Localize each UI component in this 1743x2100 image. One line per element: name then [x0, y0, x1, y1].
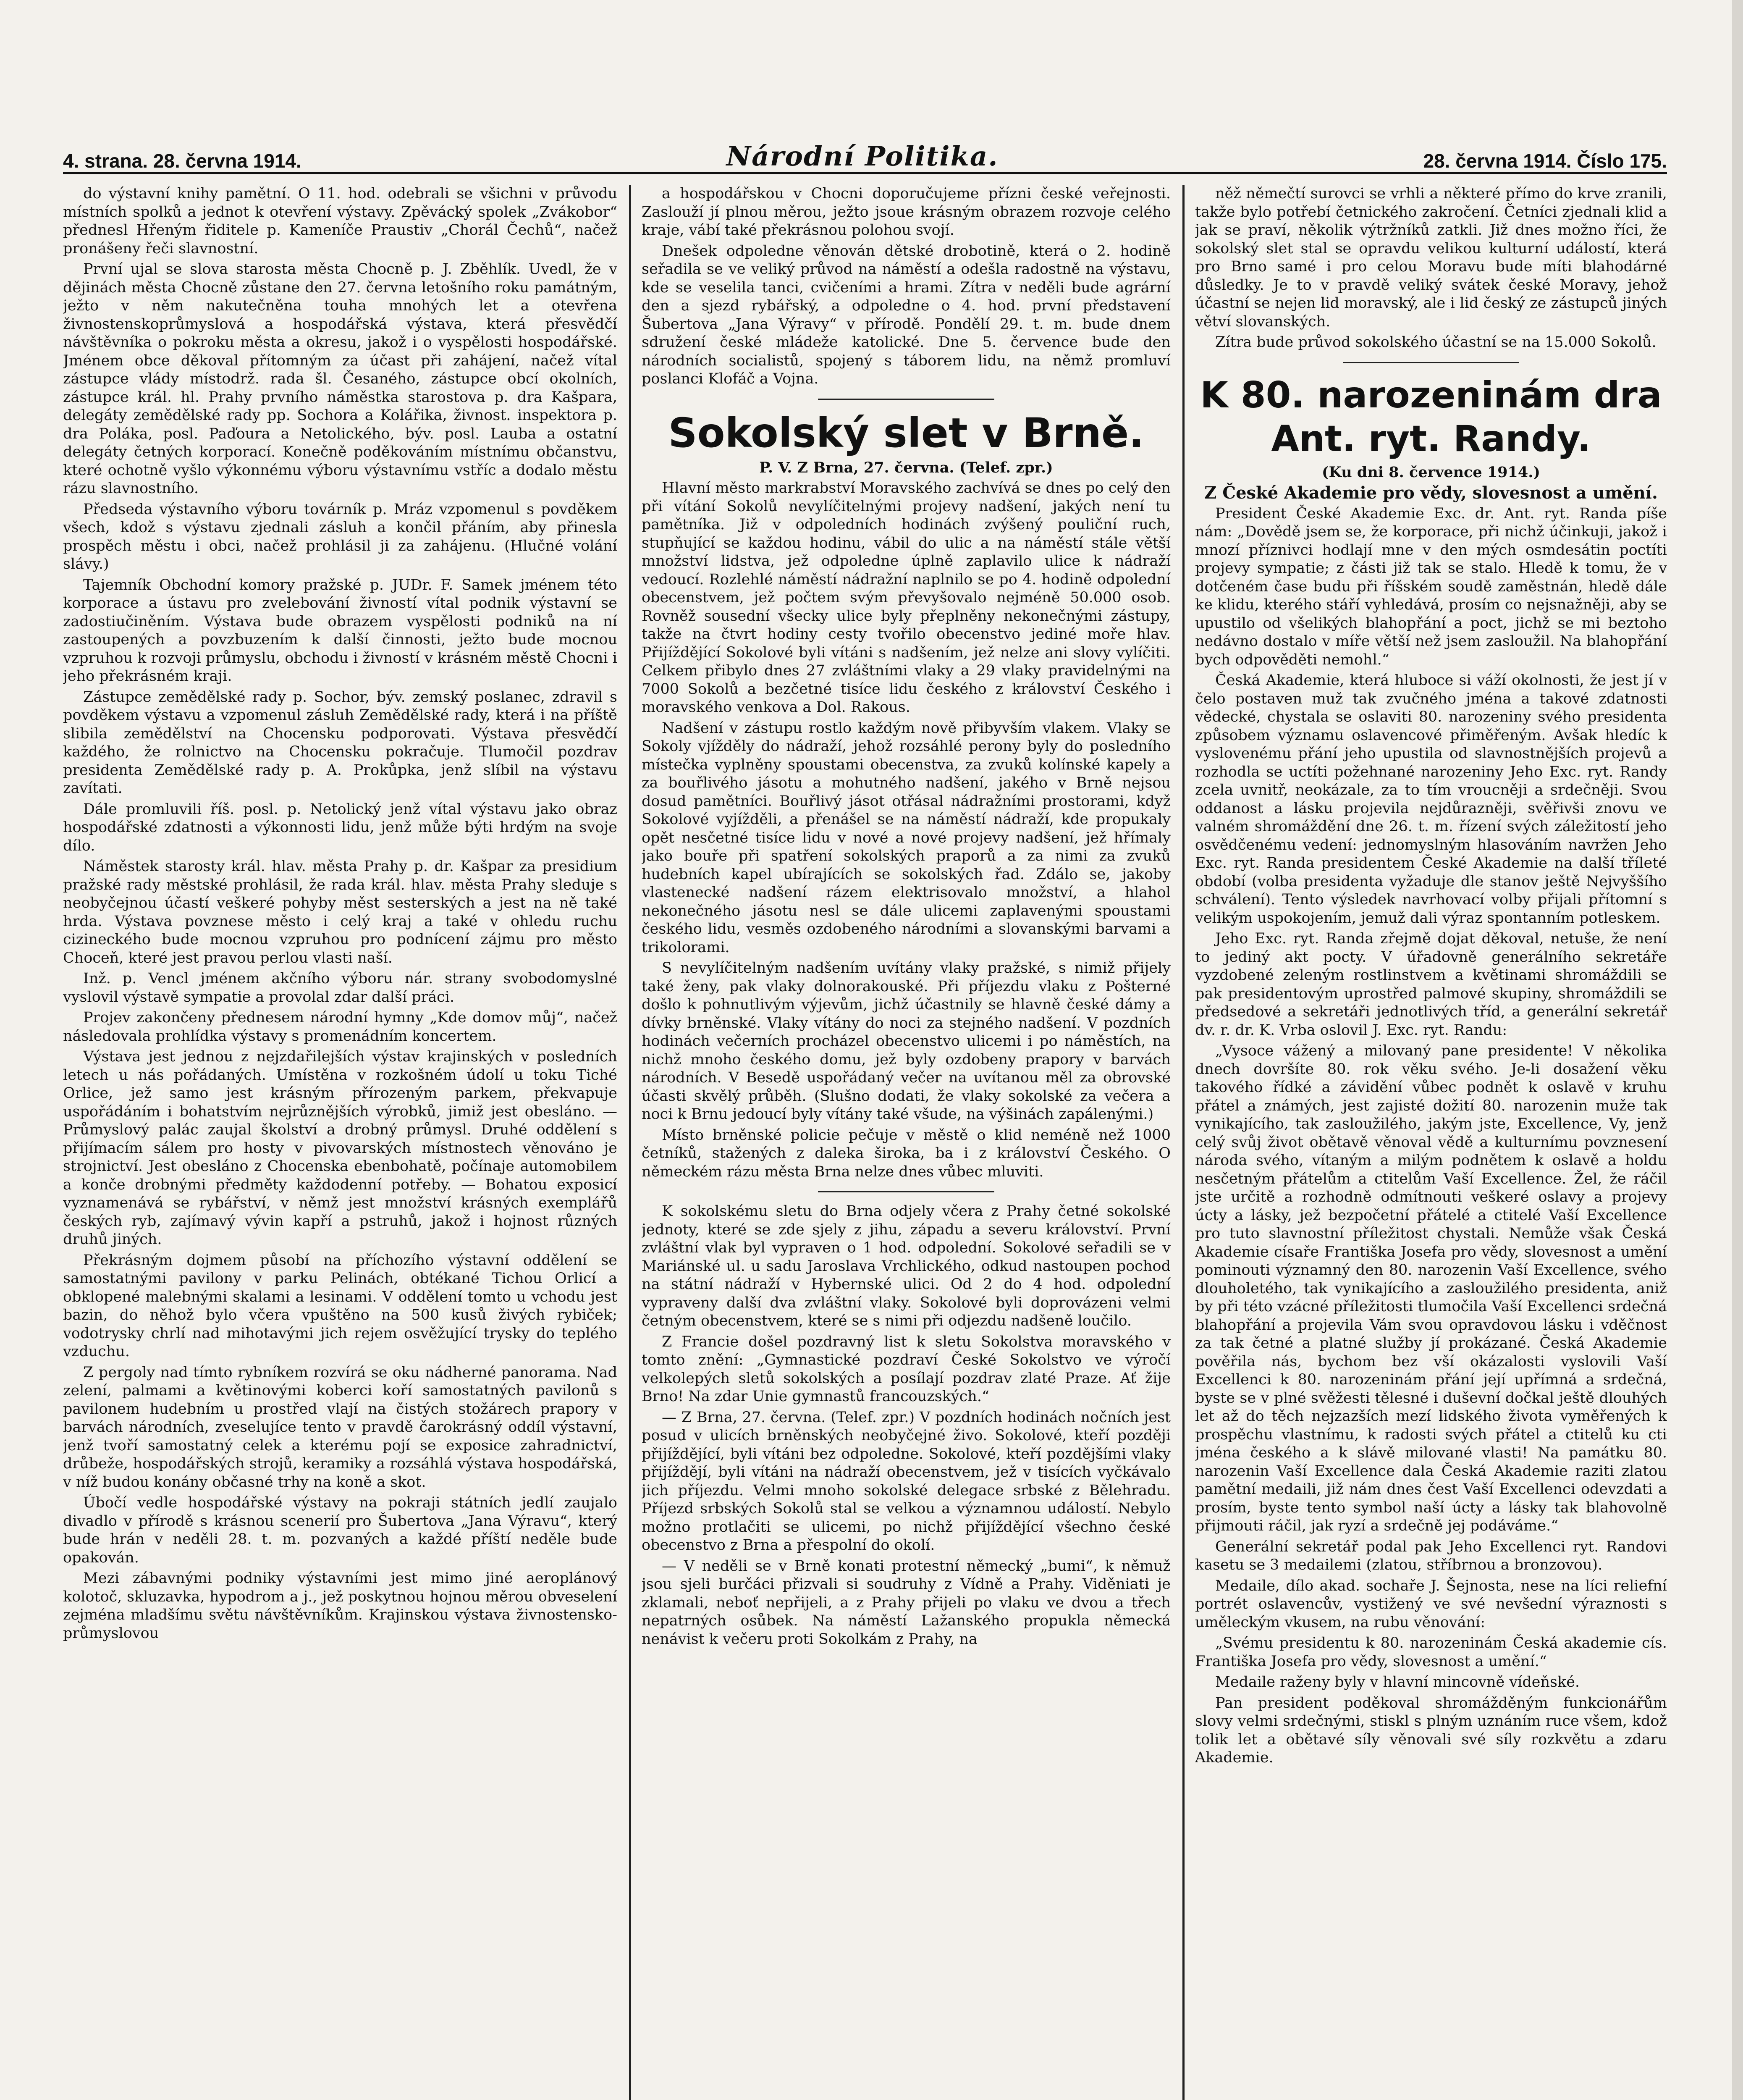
newspaper-page [63, 126, 1667, 2100]
paragraph: do výstavní knihy pamětní. O 11. hod. odebrali se všichni v průvodu místních spolků a jednot k otevření výstavy. Zpěvácký spolek „Zvákobor“ přednesl Hřeným řiditele p. Kameníče Praustiv „Chorál Čechů“, načež pronášeny řeči slavnostní. [63, 185, 617, 257]
header-right: 28. června 1914. Číslo 175. [1423, 150, 1667, 172]
paragraph: Z Francie došel pozdravný list k sletu Sokolstva moravského v tomto znění: „Gymnastické pozdraví České Sokolstvo ve výročí velkolepých sletů sokolských a posílají pozdrav zlaté Praze. Ať žije Brno! Na zdar Unie gymnastů francouzských.“ [642, 1333, 1171, 1405]
paragraph: Generální sekretář podal pak Jeho Excellenci ryt. Randovi kasetu se 3 medailemi (zlatou, stříbrnou a bronzovou). [1195, 1538, 1667, 1573]
column-1 [63, 185, 617, 2100]
paragraph: K sokolskému sletu do Brna odjely včera z Prahy četné sokolské jednoty, které se zde sjely z jihu, západu a severu království. První zvláštní vlak byl vypraven o 1 hod. odpolední. Sokolové seřadili se v Mariánské ul. u sadu Jaroslava Vrchlického, odkud nastoupen pochod na státní nádraží v Hybernské ulici. Od 2 do 4 hod. odpolední vypraveny další dva zvláštní vlaky. Sokolové byli doprovázeni velmi četným obecenstvem, které se s nimi při odjezdu nadšeně loučilo. [642, 1203, 1171, 1329]
paragraph: „Svému presidentu k 80. narozeninám Česká akademie cís. Františka Josefa pro vědy, slovesnost a umění.“ [1195, 1635, 1667, 1670]
paragraph: Úbočí vedle hospodářské výstavy na pokraji státních jedlí zaujalo divadlo v přírodě s krásnou scenerií pro Šubertova „Jana Výravu“, který bude hrán v neděli 28. t. m. pozvaných a každé příští neděle bude opakován. [63, 1494, 617, 1566]
paragraph: Místo brněnské policie pečuje v městě o klid neméně než 1000 četníků, stažených z daleka široka, ba i z království Českého. O německém rázu města Brna nelze dnes vůbec mluviti. [642, 1126, 1171, 1180]
paragraph: „Vysoce vážený a milovaný pane presidente! V několika dnech dovršíte 80. rok věku svého. Je-li dosažení věku takového řídké a závidění vůbec podnět k oslavě v kruhu přátel a známých, jest zajisté dožití 80. narozenin muže tak vynikajícího, tak zasloužilého, jakým jste, Excellence, Vy, jenž celý svůj život obětavě věnoval vědě a kulturnímu povznesení národa svého, vítaným a milým podnětem k oslavě a holdu nesčetným přátelům a ctitelům Vaší Excellence. Žel, že ráčil jste určitě a rozhodně odmítnouti veškeré oslavy a projevy úcty a lásky, jež bezpočetní přátelé a ctitelé Vaší Excellence pro tuto slavnostní příležitost chystali. Nemůže však Česká Akademie císaře Františka Josefa pro vědy, slovesnost a umění pominouti významný den 80. narozenin Vaší Excellence, svého dlouholetého, tak vynikajícího a zasloužilého presidenta, aniž by při této vzácné příležitosti tlumočila Vaší Excellenci srdečná blahopřání a projevila Vám svou opravdovou lásku i vděčnost za tak četné a platné služby jí prokázané. Česká Akademie pověřila nás, bychom bez vší okázalosti vyslovili Vaší Excellenci k 80. narozeninám přání její upřímná a srdečná, byste se v plné svěžesti tělesné i duševní dočkal ještě dlouhých let až do těch nejzazších mezí lidského života vyměřených k prospěchu vlastnímu, k radosti svých přátel a ctitelů ku cti jména českého a k slávě milované vlasti! Na památku 80. narozenin Vaší Excellence dala Česká Akademie raziti zlatou pamětní medaili, již nám dnes čest Vaší Excellenci odevzdati a prosím, byste tento symbol naší úcty a lásky tak blahovolně přijmouti ráčil, jak ryzí a srdečně jej podáváme.“ [1195, 1042, 1667, 1534]
column-2 [642, 185, 1171, 2100]
divider [1343, 362, 1519, 363]
masthead: Národní Politika. [726, 141, 999, 172]
paragraph: Předseda výstavního výboru továrník p. Mráz vzpomenul s povděkem všech, kdož s výstavu zjednali zásluh a končil přáním, aby přinesla prospěch městu i obci, načež prohlásil ji za zahájenu. (Hlučné volání slávy.) [63, 501, 617, 572]
divider [818, 1191, 994, 1192]
paragraph: Medaile raženy byly v hlavní mincovně vídeňské. [1215, 1674, 1580, 1690]
paragraph: Překrásným dojmem působí na příchozího výstavní oddělení se samostatnými pavilony v parku Pelinách, obtékané Tichou Orlicí a obklopené malebnými skalami a lesinami. V oddělení tomto u vchodu jest bazin, do něhož bylo včera vpuštěno na 500 kusů živých rybiček; vodotrysky chrlí nad mihotavými jich rejem osvěžující trysky do teplého vzduchu. [63, 1252, 617, 1360]
paragraph: S nevylíčitelným nadšením uvítány vlaky pražské, s nimiž přijely také ženy, pak vlaky dolnorakouské. Při příjezdu vlaku z Pošterné došlo k pohnutlivým výjevům, jichž účastnily se hlavně české dámy a dívky brněnské. Vlaky vítány do noci za stejného nadšení. V pozdních hodinách večerních procházel obecenstvo ulicemi i po náměstích, na nichž mnoho českého domu, jež byly ozdobeny prapory v barvách národních. V Besedě uspořádaný večer na uvítanou měl za obrovské účasti skvělý průběh. (Slušno dodati, že vlaky sokolské za večera a noci k Brnu jedoucí byly vítány také všude, na výšinách zapálenými.) [642, 960, 1171, 1123]
column-3 [1195, 185, 1667, 2100]
paragraph: Česká Akademie, která hluboce si váží okolnosti, že jest jí v čelo postaven muž tak zvučného jména a takové zdatnosti vědecké, chystala se oslaviti 80. narozeniny svého presidenta způsobem významu oslavencové přiměřeným. Avšak hledíc k vyslovenému přání jeho upustila od slavnostnějších projevů a rozhodla se uctíti požehnané narozeniny Jeho Exc. ryt. Randy zcela uvnitř, neokázale, za to tím vroucněji a srdečněji. Svou oddanost a lásku projevila nejdůrazněji, svěřivši znovu ve valném shromáždění dne 26. t. m. řízení svých záležitostí jeho osvědčenému vedení: jednomyslným hlasováním navržen Jeho Exc. ryt. Randa presidentem České Akademie na další tříleté období (volba presidenta vyžaduje dle stanov ještě Nejvyššího schválení). Tento výsledek navrhovací volby přijali přítomní s velikým uspokojením, jemuž dali výraz spontanním potleskem. [1195, 672, 1667, 927]
paragraph: Projev zakončeny přednesem národní hymny „Kde domov můj“, načež následovala prohlídka výstavy s promenádním koncertem. [63, 1009, 617, 1045]
paragraph: President České Akademie Exc. dr. Ant. ryt. Randa píše nám: „Dovědě jsem se, že korporace, při nichž účinkuji, jakož i mnozí příznivci hodlají mne v den mých osmdesátin poctíti projevy sympatie; z části již tak se stalo. Hledě k tomu, že v dotčeném čase budu při říšském soudě zaměstnán, hledě dále ke klidu, kterého stáří vyhledává, prosím co nejsnažněji, aby se upustilo od všelikých blahopřání a poct, jichž se mi beztoho nedávno dostalo v míře větší než jsem zasloužil. Na blahopřání bych odpověděti nemohl.“ [1195, 505, 1667, 668]
paragraph: Medaile, dílo akad. sochaře J. Šejnosta, nese na líci reliefní portrét oslavencův, vystižený ve své nevšední výraznosti s uměleckým vkusem, na rubu věnování: [1195, 1577, 1667, 1631]
paragraph: Tajemník Obchodní komory pražské p. JUDr. F. Samek jménem této korporace a ústavu pro zvelebování živností vítal podnik výstavní se zadostiučiněním. Výstava bude obrazem vyspělosti podniků na ní zastoupených a povzbuzením k další činnosti, ježto bude mocnou vzpruhou k rozvoji průmyslu, obchodu i živností v krásném městě Chocni i jeho překrásném kraji. [63, 576, 617, 685]
article-subheading: Z České Akademie pro vědy, slovesnost a umění. [1204, 483, 1658, 503]
paragraph: Dnešek odpoledne věnován dětské drobotině, která o 2. hodině seřadila se ve veliký průvod na náměstí a odešla radostně na výstavu, kde se veselila tanci, cvičeními a hrami. Zítra v neděli bude agrární den a sjezd rybářský, a odpoledne o 4. hod. první představení Šubertova „Jana Výravy“ v přírodě. Pondělí 29. t. m. bude dnem sdružení české mládeže katolické. Dne 5. července bude den národních socialistů, spojený s táborem lidu, na němž promluví poslanci Klofáč a Vojna. [642, 242, 1171, 387]
paragraph: Zítra bude průvod sokolského účastní se na 15.000 Sokolů. [1215, 334, 1657, 351]
paragraph: Dále promluvili říš. posl. p. Netolický jenž vítal výstavu jako obraz hospodářské zdatnosti a výkonnosti lidu, jenž může býti hrdým na svoje dílo. [63, 801, 617, 854]
dateline: (Ku dni 8. července 1914.) [1322, 463, 1540, 481]
paragraph: Pan president poděkoval shromážděným funkcionářům slovy velmi srdečnými, stiskl s plným uznáním ruce všem, kdož tolik let a obětavé síly věnovali své síly rozkvětu a zdaru Akademie. [1195, 1694, 1667, 1766]
dateline: P. V. Z Brna, 27. června. (Telef. zpr.) [759, 459, 1053, 476]
article-headline-sokol: Sokolský slet v Brně. [668, 409, 1144, 457]
article-headline-randa: K 80. narozeninám dra Ant. ryt. Randy. [1200, 374, 1662, 460]
paragraph: Náměstek starosty král. hlav. města Prahy p. dr. Kašpar za presidium pražské rady městské prohlásil, že rada král. hlav. města Prahy sleduje s neobyčejnou účastí veškeré pohyby měst sesterských a jest na ně také hrda. Výstava povznese město i celý kraj a také v ohledu ruchu cizineckého bude mocnou vzpruhou pro podnícení zájmu pro město Choceň, které jest pravou perlou vlasti naší. [63, 858, 617, 966]
paragraph: a hospodářskou v Chocni doporučujeme přízni české veřejnosti. Zaslouží jí plnou měrou, ježto jsoue krásným obrazem rozvoje celého kraje, vábí také překrásnou polohou svojí. [642, 185, 1171, 239]
paragraph: Inž. p. Vencl jménem akčního výboru nár. strany svobodomyslné vyslovil výstavě sympatie a provolal zdar další práci. [63, 970, 617, 1005]
paragraph: Hlavní město markrabství Moravského zachvívá se dnes po celý den při vítání Sokolů nevylíčitelnými projevy nadšení, jakých není tu pamětníka. Již v odpoledních hodinách zvýšený pouliční ruch, stupňující se každou hodinu, vábil do ulic a na náměstí stále větší množství lidstva, jež odpoledne úplně zaplavilo ulice k nádraží vedoucí. Rozlehlé náměstí nádražní naplnilo se po 4. hodině odpolední obecenstvem, jež počtem svým převyšovalo nejméně 50.000 osob. Rovněž sousední všecky ulice byly přeplněny nekonečnými zástupy, takže na čtvrt hodiny cesty tvořilo obecenstvo jediné moře hlav. Přijíždějící Sokolové byli vítáni s nadšením, jež nelze ani slovy vylíčiti. Celkem přibylo dnes 27 zvláštními vlaky a 29 vlaky pravidelnými na 7000 Sokolů a bezčetné tisíce lidu českého z království Českého i moravského venkova a Dol. Rakous. [642, 480, 1171, 716]
paragraph: Mezi zábavnými podniky výstavními jest mimo jiné aeroplánový kolotoč, skluzavka, hypodrom a j., jež poskytnou hojnou měrou obveselení zejména mladšímu světu návštěvníkům. Krajinskou výstava živnostensko-průmyslovou [63, 1570, 617, 1642]
paragraph: První ujal se slova starosta města Chocně p. J. Zběhlík. Uvedl, že v dějinách města Chocně zůstane den 27. června letošního roku památným, ježto v něm nakutečněna touha mnohých let a otevřena živnostenskoprůmyslová a hospodářská výstava, která přesvědčí návštěvníka o pokroku města a okresu, jakož i o vyspělosti hospodářské. Jménem obce děkoval přítomným za účast při zahájení, načež vítal zástupce vlády místodrž. rada šl. Česaného, zástupce obcí okolních, zástupce král. hl. Prahy prvního náměstka starostova p. dra Kašpara, delegáty zemědělské rady pp. Sochora a Kolářika, živnost. inspektora p. dra Poláka, posl. Paďoura a Netolického, býv. posl. Lauba a ostatní delegáty četných korporací. Konečně poděkováním místnímu občanstvu, které ochotně vyšlo výkonnému výboru výstavnímu vstříc a dodalo městu rázu slavnostního. [63, 261, 617, 497]
column-rule [1182, 185, 1185, 2100]
paragraph: něž němečtí surovci se vrhli a některé přímo do krve zranili, takže bylo potřebí četnického zakročení. Četníci zjednali klid a jak se praví, několik výtržníků zatkli. Již dnes možno říci, že sokolský slet stal se opravdu velikou kulturní událostí, která pro Brno samé i pro celou Moravu bude míti blahodárné důsledky. Je to v pravdě veliký svátek české Moravy, jehož účastní se nejen lid moravský, ale i lid český ze zástupců jiných větví slovanských. [1195, 185, 1667, 330]
divider [818, 399, 994, 400]
paragraph: Z pergoly nad tímto rybníkem rozvírá se oku nádherné panorama. Nad zelení, palmami a květinovými koberci koří samostatných pavilonů s pavilonem hudebním u prostřed vlají na čistých stožárech prapory v barvách národních, zveselujíce tento v pravdě čarokrásný oddíl výstavní, jenž tvoří samostatný celek a kterému pojí se exposice zahradnictví, drůbeže, hospodářských strojů, keramiky a rozsáhlá výstava hospodářská, v níž budou konány občasné trhy na koně a skot. [63, 1364, 617, 1491]
column-rule [629, 185, 631, 2100]
paragraph: Zástupce zemědělské rady p. Sochor, býv. zemský poslanec, zdravil s povděkem výstavu a vzpomenul zásluh Zemědělské rady, která i na příště slibila zemědělství na Chocensku podporovati. Výstava přesvědčí každého, že rolnictvo na Chocensku pokračuje. Tlumočil pozdrav presidenta Zemědělské rady p. A. Prokůpka, jenž slíbil na výstavu zavítati. [63, 688, 617, 797]
paragraph: Výstava jest jednou z nejzdařilejších výstav krajinských v posledních letech u nás pořádaných. Umístěna v rozkošném údolí u toku Tiché Orlice, jež samo jest krásným přírozeným parkem, překvapuje uspořádáním i bohatstvím nejrůznějších výrobků, jimiž jest obesláno. — Průmyslový palác zaujal školství a drobný průmysl. Druhé oddělení s přijímacím sálem pro hosty v pivovarských místnostech věnováno je strojnictví. Jest obesláno z Chocenska ebenbohatě, počínaje automobilem a konče drobnými předměty každodenní potřeby. — Bohatou exposicí vyznamenává se rybářství, v němž jest množství krásných exemplářů českých ryb, zajímavý vývin kapří a pstruhů, jakož i hojnost různých druhů jiných. [63, 1048, 617, 1248]
paragraph: Nadšení v zástupu rostlo každým nově přibyvším vlakem. Vlaky se Sokoly vjížděly do nádraží, jehož rozsáhlé perony byly do posledního místečka vyplněny spoustami obecenstva, za zvuků kolínské kapely a za bouřlivého jásotu a mohutného nadšení, jakého v Brně nejsou dosud pamětníci. Bouřlivý jásot otřásal nádražními prostorami, když Sokolové vyjížděli, a přenášel se na náměstí nádraží, kde propukaly opět nesčetné tisíce lidu v nové a nové projevy nadšení, jež hřímaly jako bouře při spatření sokolských praporů a za nimi za zvuků hudebních kapel ubírajících se sokolských řad. Zdálo se, jakoby vlastenecké nadšení rázem elektrisovalo množství, a hlahol nekonečného jásotu nesl se dále ulicemi zaplavenými spoustami českého lidu, vesměs ozdobeného národními a slovanskými barvami a trikolorami. [642, 719, 1171, 956]
paragraph: — Z Brna, 27. června. (Telef. zpr.) V pozdních hodinách nočních jest posud v ulicích brněnských neobyčejné živo. Sokolové, kteří později přijíždějící, byli vítáni bez odpoledne. Sokolové, kteří pozdějšími vlaky přijíždějí, byli vítáni na nádraží obecenstvem, jež v tisících vyčkávalo jich příjezdu. Velmi mnoho sokolské delegace srbské z Bělehradu. Příjezd srbských Sokolů stal se velkou a významnou událostí. Nebylo možno protlačiti se ulicemi, po nichž přijíždějící všechno české obecenstvo z Brna a přespolní do okolí. [642, 1409, 1171, 1554]
page-header [63, 126, 1667, 174]
paragraph: — V neděli se v Brně konati protestní německý „bumi“, k němuž jsou sjeli burčáci přizvali si soudruhy z Vídně a Prahy. Viděniati je zklamali, neboť nepřijeli, a z Prahy přijeli po vlaku ve dvou a třech nepatrných osůbek. Na náměstí Lažanského propukla německá nenávist k večeru proti Sokolkám z Prahy, na [642, 1557, 1171, 1648]
header-left: 4. strana. 28. června 1914. [63, 150, 301, 172]
paragraph: Jeho Exc. ryt. Randa zřejmě dojat děkoval, netuše, že není to jediný akt pocty. V úřadovně generálního sekretáře vyzdobené zeleným rostlinstvem a květinami shromáždili se pak presidentovým uprostřed palmové skupiny, shromáždili se předsedové a sekretáři jednotlivých tříd, a generální sekretář dv. r. dr. K. Vrba oslovil J. Exc. ryt. Randu: [1195, 930, 1667, 1039]
scan-edge [1732, 0, 1743, 2100]
